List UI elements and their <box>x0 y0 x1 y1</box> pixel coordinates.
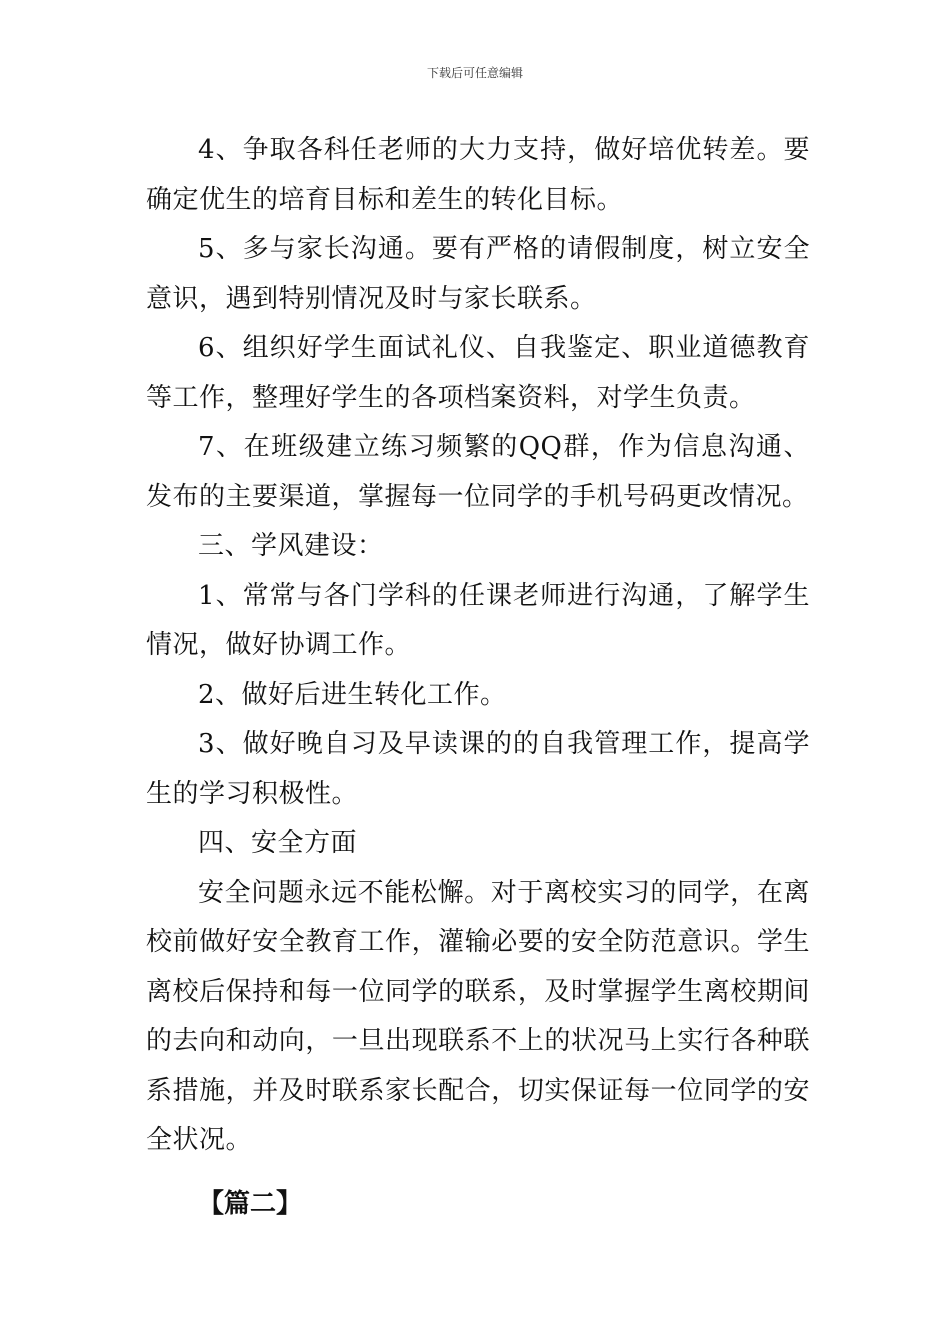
paragraph-item-7: 7、在班级建立练习频繁的QQ群，作为信息沟通、发布的主要渠道，掌握每一位同学的手机号码更改情况。 <box>146 432 810 512</box>
document-body <box>146 126 810 1229</box>
paragraph-item-5: 5、多与家长沟通。要有严格的请假制度，树立安全意识，遇到特别情况及时与家长联系。 <box>146 234 810 314</box>
paragraph-study-2: 2、做好后进生转化工作。 <box>198 679 507 710</box>
paragraph-item-6: 6、组织好学生面试礼仪、自我鉴定、职业道德教育等工作，整理好学生的各项档案资料，对学生负责。 <box>146 333 810 413</box>
paragraph-safety: 安全问题永远不能松懈。对于离校实习的同学，在离校前做好安全教育工作，灌输必要的安全防范意识。学生离校后保持和每一位同学的联系，及时掌握学生离校期间的去向和动向，一旦出现联系不上的状况马上实行各种联系措施，并及时联系家长配合，切实保证每一位同学的安全状况。 <box>146 877 810 1155</box>
section-heading-safety: 四、安全方面 <box>198 828 358 858</box>
next-section-title: 【篇二】 <box>198 1188 303 1219</box>
section-heading-study-style: 三、学风建设： <box>198 531 384 561</box>
paragraph-study-1: 1、常常与各门学科的任课老师进行沟通，了解学生情况，做好协调工作。 <box>146 580 810 660</box>
paragraph-item-4: 4、争取各科任老师的大力支持，做好培优转差。要确定优生的培育目标和差生的转化目标。 <box>146 135 810 215</box>
page-header: 下载后可任意编辑 <box>426 66 523 80</box>
paragraph-study-3: 3、做好晚自习及早读课的的自我管理工作，提高学生的学习积极性。 <box>146 729 810 809</box>
